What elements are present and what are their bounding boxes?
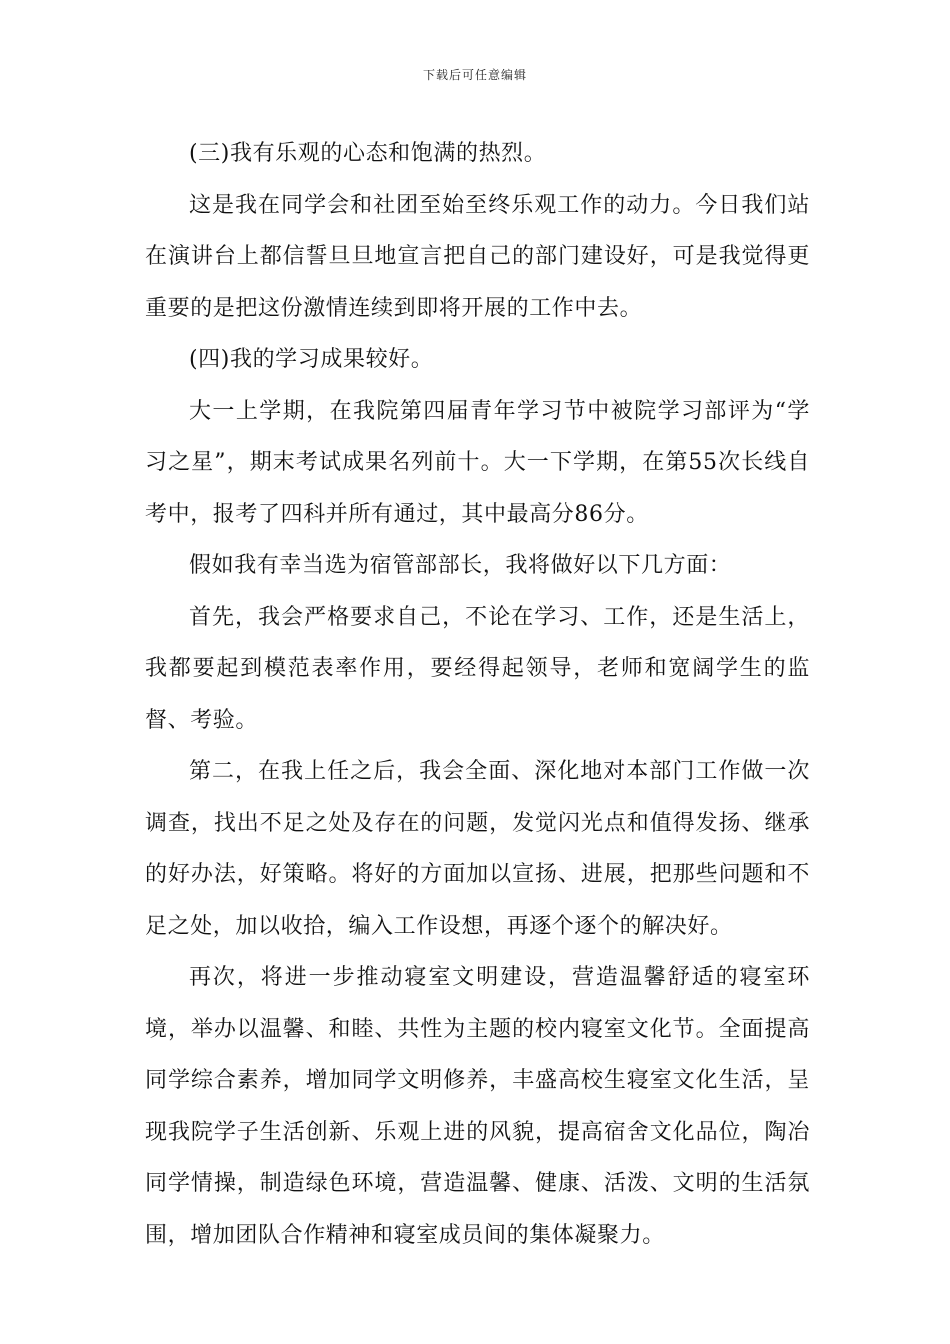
paragraph-plan-second: 第二，在我上任之后，我会全面、深化地对本部门工作做一次调查，找出不足之处及存在的问题，发觉闪光点和值得发扬、继承的好办法，好策略。将好的方面加以宣扬、进展，把那些问题和不足之处，加以收拾，编入工作设想，再逐个逐个的解决好。 [145,759,810,939]
paragraph-plan-intro: 假如我有幸当选为宿管部部长，我将做好以下几方面： [189,553,732,578]
paragraph-study-heading: (四)我的学习成果较好。 [189,347,434,372]
document-body [145,128,810,1261]
paragraph-plan-third: 再次，将进一步推动寝室文明建设，营造温馨舒适的寝室环境，举办以温馨、和睦、共性为主题的校内寝室文化节。全面提高同学综合素养，增加同学文明修养，丰盛高校生寝室文化生活，呈现我院学子生活创新、乐观上进的风貌，提高宿舍文化品位，陶冶同学情操，制造绿色环境，营造温馨、健康、活泼、文明的生活氛围，增加团队合作精神和寝室成员间的集体凝聚力。 [145,965,810,1248]
paragraph-attitude-heading: (三)我有乐观的心态和饱满的热烈。 [189,141,547,166]
paragraph-attitude-body: 这是我在同学会和社团至始至终乐观工作的动力。今日我们站在演讲台上都信誓旦旦地宣言把自己的部门建设好，可是我觉得更重要的是把这份激情连续到即将开展的工作中去。 [145,192,810,321]
paragraph-study-body: 大一上学期，在我院第四届青年学习节中被院学习部评为“学习之星”，期末考试成果名列前十。大一下学期，在第55次长线自考中，报考了四科并所有通过，其中最高分86分。 [145,398,810,527]
page-header-note: 下载后可任意编辑 [422,68,527,82]
paragraph-plan-first: 首先，我会严格要求自己，不论在学习、工作，还是生活上，我都要起到模范表率作用，要经得起领导，老师和宽阔学生的监督、考验。 [145,604,810,733]
